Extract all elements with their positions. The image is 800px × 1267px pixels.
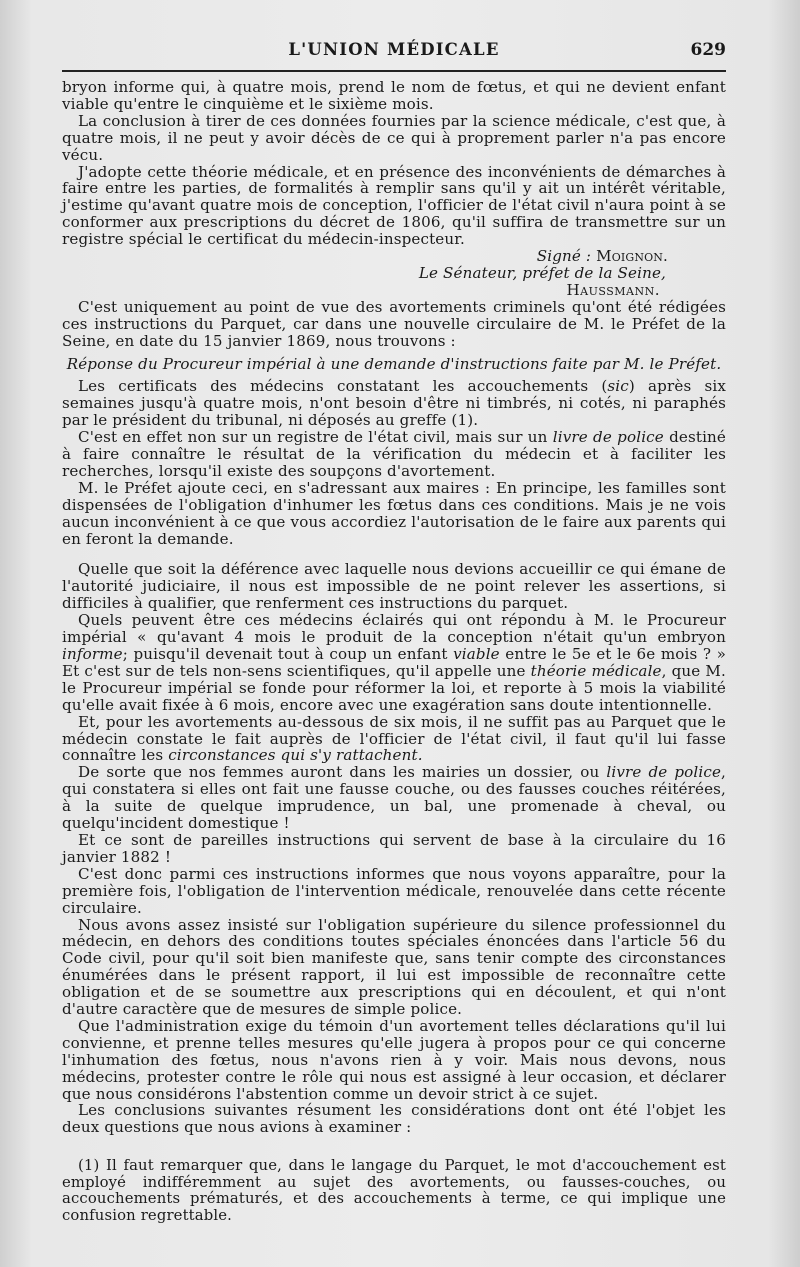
footnote: (1) Il faut remarquer que, dans le langage du Parquet, le mot d'accouchement est employé indifféremment au sujet des avortements, ou fausses-couches, ou accouchements prématurés, et des accouchements à terme, ce qui implique une confusion regrettable. [62, 1157, 726, 1225]
paragraph: Quels peuvent être ces médecins éclairés qui ont répondu à M. le Procureur impérial « qu'avant 4 mois le produit de la conception n'était qu'un embryon informe; puisqu'il devenait tout à coup un enfant viable entre le 5e et le 6e mois ? » Et c'est sur de tels non-sens scientifiques, qu'il appelle une théorie médicale, que M. le Procureur impérial se fonde pour réformer la loi, et reporte à 5 mois la viabilité qu'elle avait fixée à 6 mois, encore avec une exagération sans doute intentionnelle. [62, 611, 727, 714]
paragraph: C'est donc parmi ces instructions informes que nous voyons apparaître, pour la première fois, l'obligation de l'intervention médicale, renouvelée dans cette récente circulaire. [62, 864, 726, 917]
paragraph: La conclusion à tirer de ces données fournies par la science médicale, c'est que, à quatre mois, il ne peut y avoir décès de ce qui à proprement parler n'a pas encore vécu. [62, 111, 726, 164]
section-heading: Réponse du Procureur impérial à une demande d'instructions faite par M. le Préfet. [66, 354, 722, 373]
paragraph: Et ce sont de pareilles instructions qui servent de base à la circulaire du 16 janvier 1882 ! [62, 830, 726, 866]
paragraph: Et, pour les avortements au-dessous de six mois, il ne suffit pas au Parquet que le médecin constate le fait auprès de l'officier de l'état civil, il faut qu'il lui fasse connaître les circonstances qui s'y rattachent. [62, 712, 726, 765]
signer-name: Moignon. [596, 247, 668, 266]
paragraph: C'est en effet non sur un registre de l'état civil, mais sur un livre de police destiné à faire connaître le résultat de la vérification du médecin et à faciliter les recherches, lorsqu'il existe des soupçons d'avortement. [62, 428, 727, 480]
paragraph: C'est uniquement au point de vue des avortements criminels qu'ont été rédigées ces instructions du Parquet, car dans une nouvelle circulaire de M. le Préfet de la Seine, en date du 15 janvier 1869, nous trouvons : [62, 297, 726, 350]
paragraph: Que l'administration exige du témoin d'un avortement telles déclarations qu'il lui convienne, et prenne telles mesures qu'elle jugera à propos pour ce qui concerne l'inhumation des fœtus, nous n'avons rien à y voir. Mais nous devons, nous médecins, protester contre le rôle qui nous est assigné à leur occasion, et déclarer que nous considérons l'abstention comme un devoir strict à ce sujet. [62, 1016, 726, 1103]
paragraph: Les certificats des médecins constatant les accouchements (sic) après six semaines jusqu'à quatre mois, n'ont besoin d'être ni timbrés, ni cotés, ni paraphés par le président du tribunal, ni déposés au greffe (1). [62, 377, 726, 430]
signature-line [62, 248, 726, 265]
paragraph: M. le Préfet ajoute ceci, en s'adressant aux maires : En principe, les familles sont dispensées de l'obligation d'inhumer les fœtus dans ces conditions. Mais je ne vois aucun inconvénient à ce que vous accordiez l'autorisation de le faire aux parents qui en feront la demande. [62, 478, 726, 548]
prefect-name: Haussmann. [566, 280, 660, 299]
paragraph: Nous avons assez insisté sur l'obligation supérieure du silence professionnel du médecin, en dehors des conditions toutes spéciales énoncées dans l'article 56 du Code civil, pour qu'il soit bien manifeste que, sans tenir compte des circonstances énumérées dans le présent rapport, il lui est impossible de reconnaître cette obligation et de se soumettre aux prescriptions qui en découlent, et qui n'ont d'autre caractère que de mesures de simple police. [62, 915, 726, 1019]
signed-label: Signé : [536, 247, 592, 266]
paragraph: bryon informe qui, à quatre mois, prend le nom de fœtus, et qui ne devient enfant viable qu'entre le cinquième et le sixième mois. [62, 78, 726, 113]
signer-title: Le Sénateur, préfet de la Seine, [418, 263, 666, 282]
spacer [62, 547, 726, 561]
header-rule [62, 70, 726, 72]
footnote-separator [62, 1136, 726, 1158]
paragraph: Quelle que soit la déférence avec laquelle nous devions accueillir ce qui émane de l'autorité judiciaire, il nous est impossible de ne point relever les assertions, si difficiles à qualifier, que renferment ces instructions du parquet. [62, 560, 726, 613]
paragraph: J'adopte cette théorie médicale, et en présence des inconvénients de démarches à faire entre les parties, de formalités à remplir sans qu'il y ait un intérêt véritable, j'estime qu'avant quatre mois de conception, l'officier de l'état civil n'aura point à se conformer aux prescriptions du décret de 1806, qu'il suffira de transmettre sur un registre spécial le certificat du médecin-inspecteur. [62, 162, 726, 249]
paragraph: De sorte que nos femmes auront dans les mairies un dossier, ou livre de police, qui constatera si elles ont fait une fausse couche, ou des fausses couches réitérées, à la suite de quelque imprudence, un bal, une promenade à cheval, ou quelqu'incident domestique ! [62, 763, 726, 833]
paragraph: Les conclusions suivantes résument les considérations dont ont été l'objet les deux questions que nous avions à examiner : [62, 1101, 726, 1137]
page-header [62, 40, 726, 70]
page-number: 629 [690, 40, 726, 60]
article-body [62, 79, 726, 1225]
running-title: L'UNION MÉDICALE [288, 40, 500, 59]
